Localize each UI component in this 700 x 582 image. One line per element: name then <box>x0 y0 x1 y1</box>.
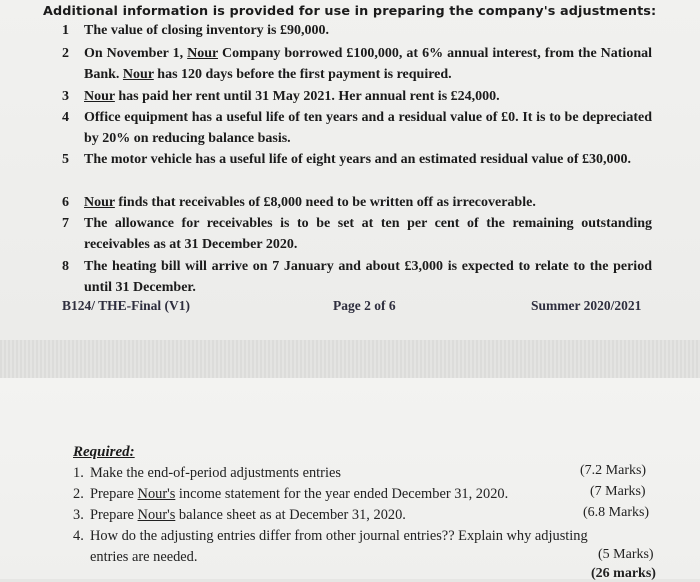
text-run: The heating bill will arrive on 7 January and about £3,000 is expected to relate to the period until 31 December. <box>84 259 652 295</box>
item-number: 2 <box>62 46 69 61</box>
text-run: income statement for the year ended December 31, 2020. <box>175 486 509 502</box>
list-item <box>62 86 662 107</box>
name-underlined: Nour <box>187 46 218 61</box>
required-item-text <box>90 463 341 483</box>
text-run: On November 1, <box>84 46 188 61</box>
text-run: Make the end-of-period adjustments entries <box>90 465 341 481</box>
footer-course: B124/ THE-Final (V1) <box>62 298 191 313</box>
item-text <box>84 192 652 213</box>
required-item-marks: (5 Marks) <box>598 547 654 562</box>
text-run: balance sheet as at December 31, 2020. <box>175 507 406 523</box>
list-item <box>62 20 662 41</box>
required-item <box>73 505 593 525</box>
item-number: 3 <box>62 89 69 104</box>
item-number: 7 <box>62 216 69 231</box>
required-item-continuation: entries are needed. <box>90 549 198 565</box>
list-item <box>62 256 662 298</box>
required-item-marks: (7 Marks) <box>590 484 646 499</box>
text-run: Prepare <box>90 486 138 502</box>
page-divider <box>0 340 700 378</box>
section-heading: Additional information is provided for use in preparing the company's adjustments: <box>43 4 657 19</box>
required-item-number: 2. <box>73 486 84 502</box>
text-run: Prepare <box>90 507 138 523</box>
required-item-number: 3. <box>73 507 84 523</box>
item-number: 5 <box>62 152 69 167</box>
name-underlined: Nour's <box>137 486 176 502</box>
name-underlined: Nour's <box>137 507 176 523</box>
required-item <box>73 526 673 546</box>
item-number: 6 <box>62 195 69 210</box>
text-run: The motor vehicle has a useful life of eight years and an estimated residual value of £30,000. <box>84 152 632 167</box>
name-underlined: Nour <box>84 195 115 210</box>
item-number: 8 <box>62 259 69 274</box>
footer-term: Summer 2020/2021 <box>531 298 642 313</box>
required-title: Required: <box>73 444 135 460</box>
item-text <box>84 107 652 149</box>
required-item-marks: (7.2 Marks) <box>580 463 647 478</box>
required-item-marks: (6.8 Marks) <box>583 505 650 520</box>
required-item <box>73 463 593 483</box>
required-total-marks: (26 marks) <box>591 566 656 581</box>
required-item-text <box>90 505 406 525</box>
text-run: has paid her rent until 31 May 2021. Her annual rent is £24,000. <box>114 89 500 104</box>
text-run: The value of closing inventory is £90,000. <box>84 23 330 38</box>
text-run: Office equipment has a useful life of ten years and a residual value of £0. It is to be depreciated by 20% on reducing balance basis. <box>84 110 652 146</box>
list-item <box>62 192 662 213</box>
list-item <box>62 213 662 255</box>
name-underlined: Nour <box>84 89 115 104</box>
item-text <box>84 213 652 255</box>
list-item <box>62 149 662 191</box>
item-text <box>84 43 652 85</box>
item-number: 1 <box>62 23 69 38</box>
footer-page-number: Page 2 of 6 <box>333 298 396 313</box>
required-item-text <box>90 484 508 504</box>
name-underlined: Nour <box>122 67 154 82</box>
item-number: 4 <box>62 110 69 125</box>
item-text <box>84 256 652 298</box>
required-item-number: 4. <box>73 528 84 544</box>
required-item-text <box>90 526 588 546</box>
text-run: How do the adjusting entries differ from other journal entries?? Explain why adjusting <box>90 528 588 544</box>
item-text <box>84 86 652 107</box>
required-item <box>73 484 593 504</box>
text-run: Company borrowed £100,000, at 6% annual interest, from the National Bank. <box>84 46 652 82</box>
list-item <box>62 107 662 149</box>
required-item-number: 1. <box>73 465 84 481</box>
list-item <box>62 43 662 85</box>
item-text <box>84 20 652 41</box>
item-text <box>84 149 652 170</box>
text-run: The allowance for receivables is to be set at ten per cent of the remaining outstanding receivables as at 31 December 2020. <box>84 216 652 252</box>
text-run: finds that receivables of £8,000 need to be written off as irrecoverable. <box>114 195 536 210</box>
text-run: has 120 days before the first payment is required. <box>153 67 452 82</box>
